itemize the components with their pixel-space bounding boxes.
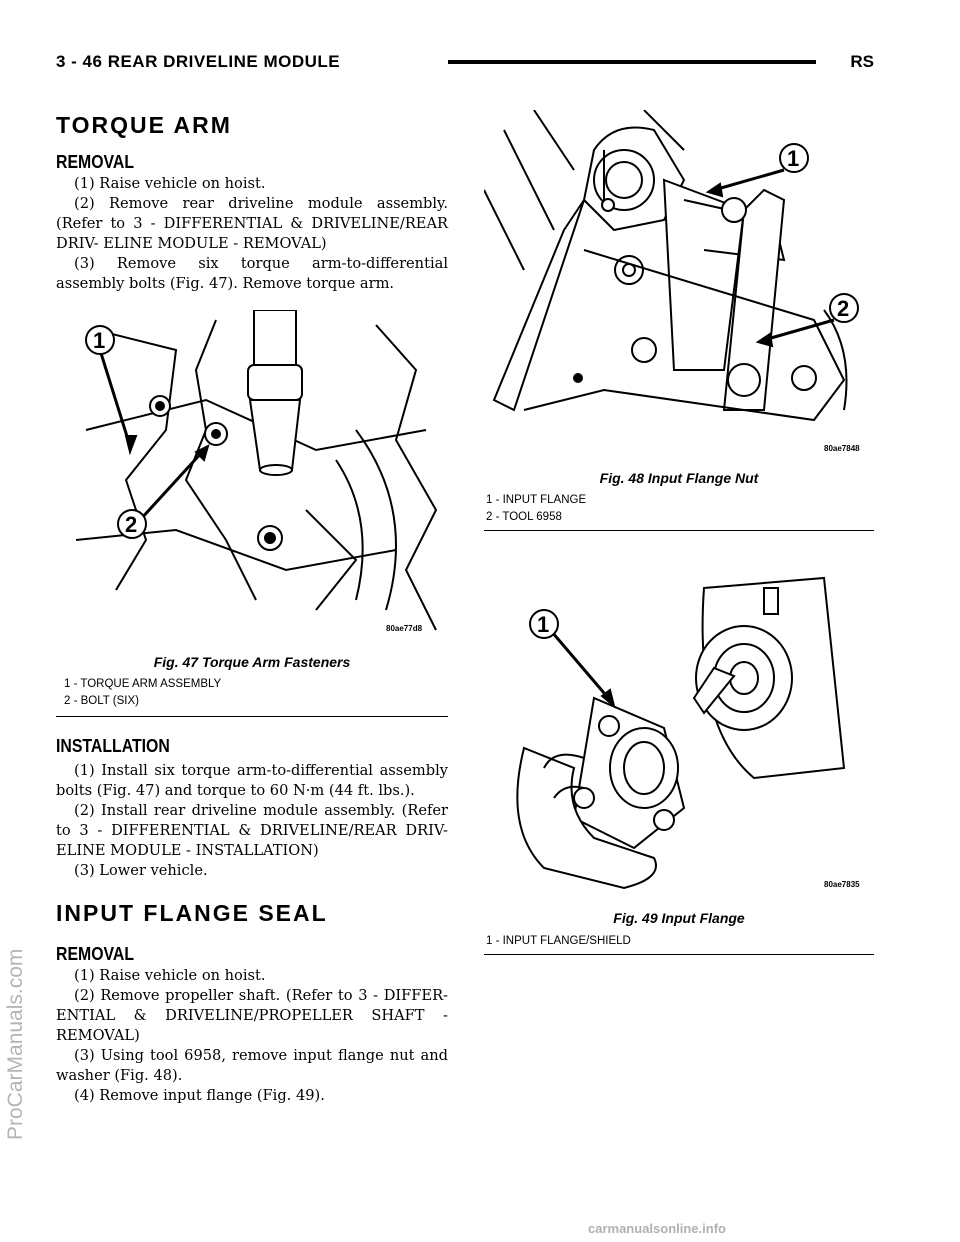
divider — [56, 716, 448, 717]
step: (2) Install rear driveline module assembly. (Refer to 3 - DIFFERENTIAL & DRIVELINE/REAR DRIV- ELINE MODULE - INSTALLATION) — [56, 802, 448, 859]
figure-49-legend — [486, 933, 631, 950]
legend-item: 2 - BOLT (SIX) — [64, 695, 139, 707]
watermark: ProCarManuals.com — [4, 948, 27, 1140]
figure-47-caption: Fig. 47 Torque Arm Fasteners — [153, 654, 351, 670]
step: (1) Install six torque arm-to-differential assembly bolts (Fig. 47) and torque to 60 N·m (44 ft. lbs.). — [56, 762, 448, 799]
header-rule — [448, 60, 816, 64]
figure-48-legend — [486, 492, 586, 526]
section-title-input-flange-seal: INPUT FLANGE SEAL — [56, 900, 328, 926]
callout-1: 1 — [787, 146, 800, 171]
figure-47-legend — [64, 676, 221, 710]
figure-id: 80ae77d8 — [386, 624, 423, 633]
callout-1: 1 — [93, 328, 106, 353]
step: (3) Using tool 6958, remove input flange nut and washer (Fig. 48). — [56, 1047, 448, 1084]
step: (2) Remove rear driveline module assembly. (Refer to 3 - DIFFERENTIAL & DRIVELINE/REAR DRIV- ELINE MODULE - REMOVAL) — [56, 195, 448, 252]
figure-id: 80ae7835 — [824, 880, 860, 889]
legend-item: 2 - TOOL 6958 — [486, 511, 562, 523]
figure-49-illustration — [484, 568, 874, 898]
figure-49-caption: Fig. 49 Input Flange — [613, 910, 745, 926]
step: (4) Remove input flange (Fig. 49). — [74, 1087, 325, 1104]
callout-2: 2 — [125, 512, 138, 537]
step: (3) Remove six torque arm-to-differential assembly bolts (Fig. 47). Remove torque arm. — [56, 255, 448, 292]
figure-48-caption: Fig. 48 Input Flange Nut — [599, 470, 759, 486]
figure-47-illustration — [56, 310, 448, 638]
callout-1: 1 — [537, 612, 550, 637]
divider — [484, 954, 874, 955]
heading-removal: REMOVAL — [56, 152, 135, 172]
legend-item: 1 - INPUT FLANGE — [486, 494, 587, 506]
divider — [484, 530, 874, 531]
callout-2: 2 — [837, 296, 850, 321]
step: (2) Remove propeller shaft. (Refer to 3 - DIFFER- ENTIAL & DRIVELINE/PROPELLER SHAFT - REMOVAL) — [56, 987, 448, 1044]
legend-item: 1 - TORQUE ARM ASSEMBLY — [64, 678, 222, 690]
heading-installation: INSTALLATION — [56, 736, 170, 756]
step: (3) Lower vehicle. — [74, 862, 208, 879]
legend-item: 1 - INPUT FLANGE/SHIELD — [486, 935, 631, 947]
page-label: 3 - 46 REAR DRIVELINE MODULE — [56, 52, 341, 71]
step: (1) Raise vehicle on hoist. — [74, 175, 266, 192]
step: (1) Raise vehicle on hoist. — [74, 967, 266, 984]
heading-removal: REMOVAL — [56, 944, 135, 964]
section-title-torque-arm: TORQUE ARM — [56, 112, 232, 138]
header-code: RS — [850, 52, 874, 71]
footer-url: carmanualsonline.info — [588, 1221, 726, 1236]
figure-id: 80ae7848 — [824, 444, 860, 453]
figure-48-illustration — [484, 110, 874, 460]
page-header — [56, 52, 874, 74]
